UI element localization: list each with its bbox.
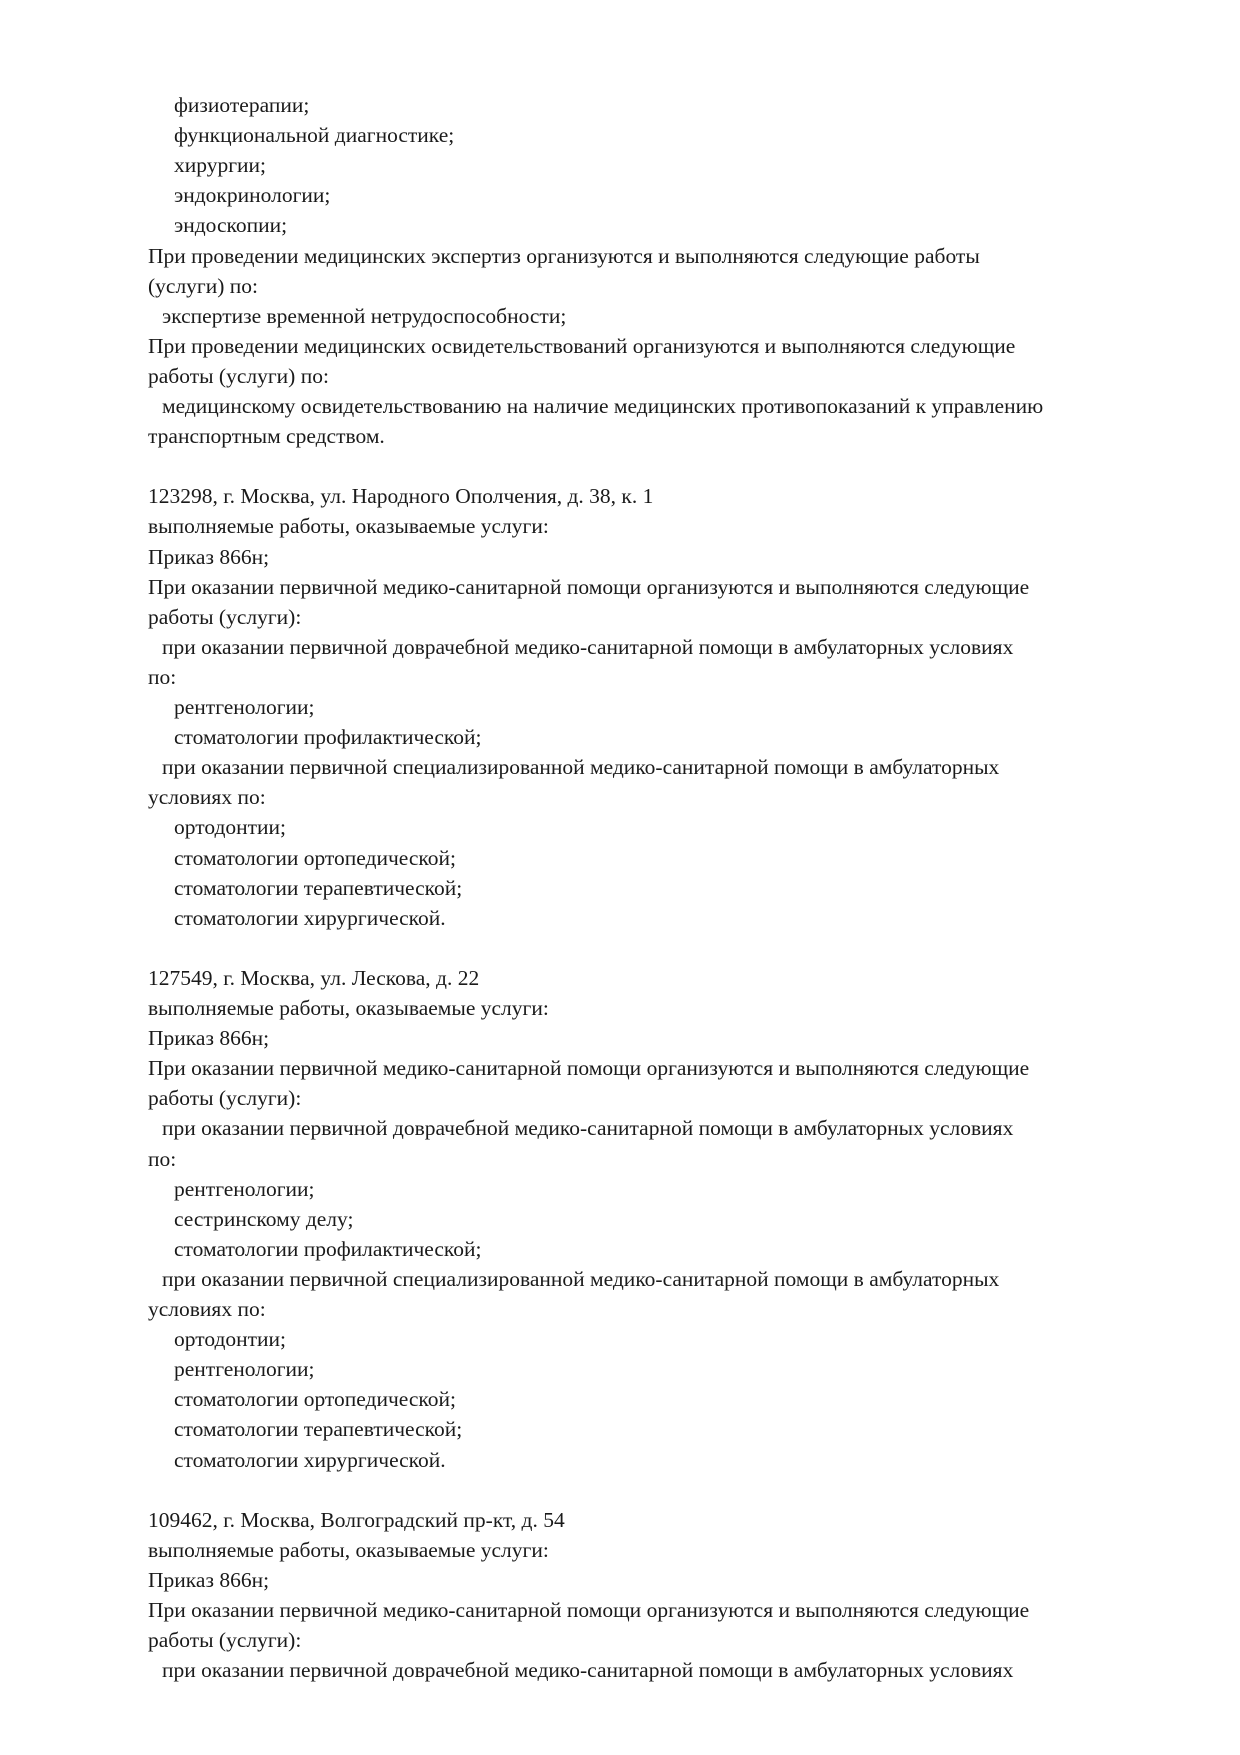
text-line: стоматологии ортопедической;: [174, 1387, 457, 1411]
text-line: по:: [148, 665, 177, 689]
text-line: стоматологии профилактической;: [174, 725, 482, 749]
text-line: ортодонтии;: [174, 815, 287, 839]
text-line: хирургии;: [174, 153, 267, 177]
text-line: экспертизе временной нетрудоспособности;: [162, 304, 567, 328]
text-line: эндокринологии;: [174, 183, 331, 207]
text-line: 123298, г. Москва, ул. Народного Ополчения, д. 38, к. 1: [148, 484, 654, 508]
text-line: При проведении медицинских освидетельствований организуются и выполняются следующие: [148, 334, 1016, 358]
text-line: работы (услуги):: [148, 605, 302, 629]
text-line: эндоскопии;: [174, 213, 288, 237]
text-line: по:: [148, 1147, 177, 1171]
text-line: условиях по:: [148, 1297, 266, 1321]
text-line: медицинскому освидетельствованию на наличие медицинских противопоказаний к управлению: [162, 394, 1044, 418]
text-line: (услуги) по:: [148, 274, 259, 298]
text-line: при оказании первичной доврачебной медико-санитарной помощи в амбулаторных условиях: [162, 1116, 1014, 1140]
text-line: транспортным средством.: [148, 424, 385, 448]
text-line: Приказ 866н;: [148, 545, 270, 569]
text-line: Приказ 866н;: [148, 1568, 270, 1592]
text-line: стоматологии терапевтической;: [174, 876, 463, 900]
text-line: стоматологии терапевтической;: [174, 1417, 463, 1441]
text-line: рентгенологии;: [174, 695, 315, 719]
text-line: стоматологии хирургической.: [174, 1448, 446, 1472]
text-line: При оказании первичной медико-санитарной помощи организуются и выполняются следующие: [148, 575, 1030, 599]
text-line: при оказании первичной доврачебной медико-санитарной помощи в амбулаторных условиях: [162, 635, 1014, 659]
text-line: рентгенологии;: [174, 1357, 315, 1381]
text-line: При оказании первичной медико-санитарной помощи организуются и выполняются следующие: [148, 1056, 1030, 1080]
text-line: рентгенологии;: [174, 1177, 315, 1201]
text-line: стоматологии ортопедической;: [174, 846, 457, 870]
text-line: выполняемые работы, оказываемые услуги:: [148, 1538, 549, 1562]
text-line: работы (услуги):: [148, 1086, 302, 1110]
text-line: условиях по:: [148, 785, 266, 809]
text-line: при оказании первичной специализированной медико-санитарной помощи в амбулаторных: [162, 755, 1000, 779]
text-line: работы (услуги) по:: [148, 364, 329, 388]
text-line: При оказании первичной медико-санитарной помощи организуются и выполняются следующие: [148, 1598, 1030, 1622]
text-line: сестринскому делу;: [174, 1207, 354, 1231]
text-line: Приказ 866н;: [148, 1026, 270, 1050]
text-line: физиотерапии;: [174, 93, 310, 117]
text-line: выполняемые работы, оказываемые услуги:: [148, 996, 549, 1020]
text-line: функциональной диагностике;: [174, 123, 455, 147]
text-line: работы (услуги):: [148, 1628, 302, 1652]
text-line: стоматологии профилактической;: [174, 1237, 482, 1261]
text-line: выполняемые работы, оказываемые услуги:: [148, 514, 549, 538]
text-line: ортодонтии;: [174, 1327, 287, 1351]
text-line: при оказании первичной доврачебной медико-санитарной помощи в амбулаторных условиях: [162, 1658, 1014, 1682]
text-line: 127549, г. Москва, ул. Лескова, д. 22: [148, 966, 480, 990]
text-line: При проведении медицинских экспертиз организуются и выполняются следующие работы: [148, 244, 980, 268]
text-line: при оказании первичной специализированной медико-санитарной помощи в амбулаторных: [162, 1267, 1000, 1291]
text-line: стоматологии хирургической.: [174, 906, 446, 930]
text-line: 109462, г. Москва, Волгоградский пр-кт, д. 54: [148, 1508, 565, 1532]
